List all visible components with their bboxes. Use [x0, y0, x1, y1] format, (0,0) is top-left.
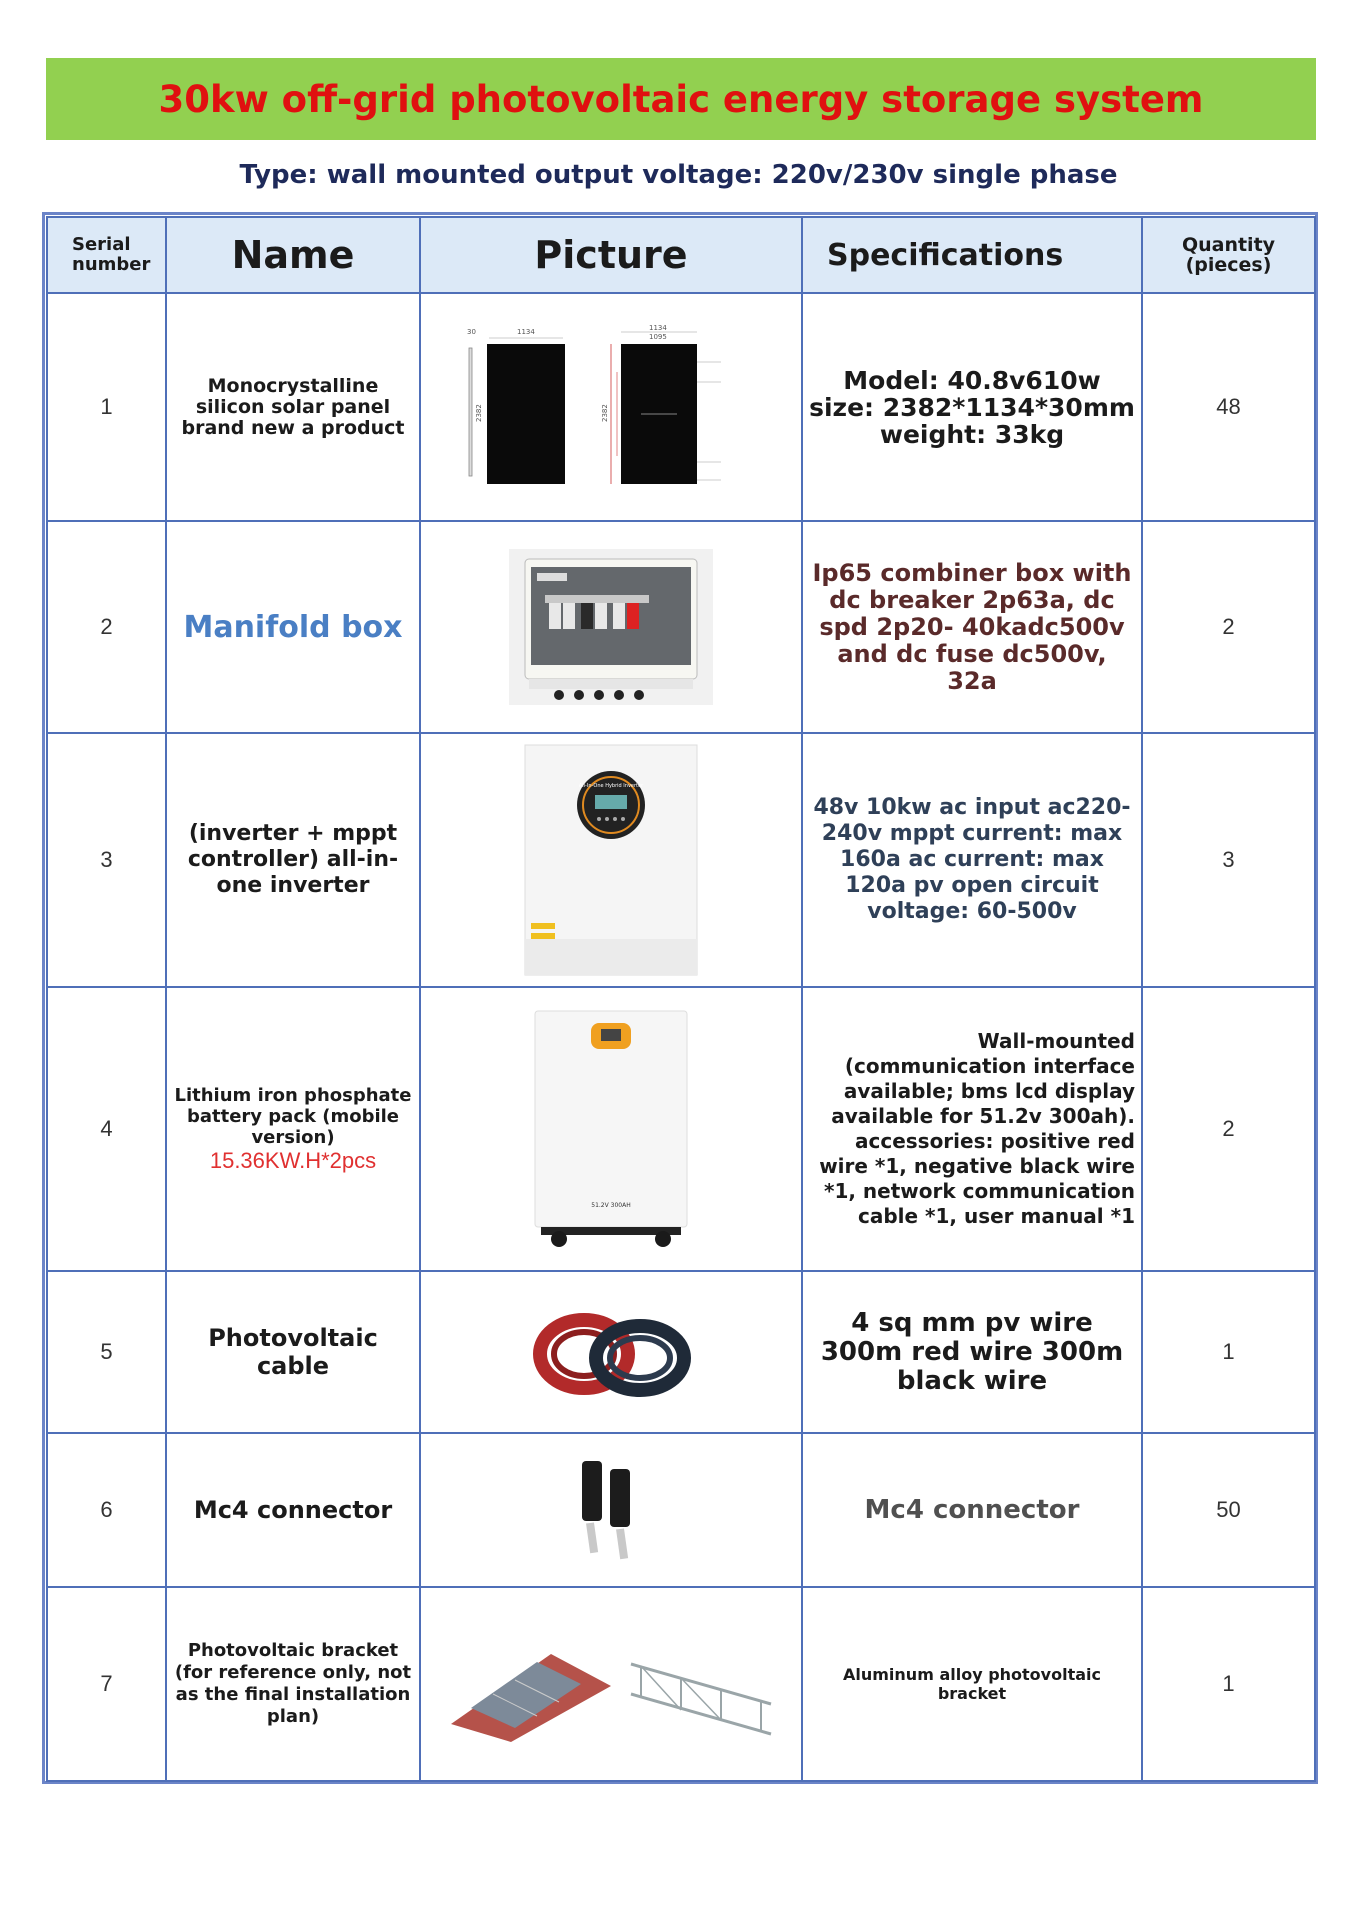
- drawing-height-label: 2382: [475, 404, 483, 422]
- table-row: [47, 1587, 1315, 1781]
- name-cell: Manifold box: [166, 521, 420, 733]
- page-subtitle: Type: wall mounted output voltage: 220v/230v single phase: [239, 160, 1118, 190]
- drawing-inner-width-label: 1095: [649, 333, 667, 341]
- title-banner: [46, 58, 1316, 140]
- name-cell: (inverter + mppt controller) all-in-one inverter: [166, 733, 420, 987]
- battery-device-label: 51.2V 300AH: [591, 1202, 631, 1209]
- drawing-width-label: 1134: [517, 328, 535, 336]
- serial-cell: 4: [47, 987, 166, 1271]
- quantity-cell: 1: [1142, 1587, 1315, 1781]
- page-title: 30kw off-grid photovoltaic energy storage system: [158, 77, 1204, 121]
- picture-cell: [420, 293, 802, 521]
- spec-cell: Aluminum alloy photovoltaic bracket: [802, 1587, 1142, 1781]
- header-quantity: Quantity (pieces): [1142, 217, 1315, 293]
- table-row: [47, 1433, 1315, 1587]
- serial-cell: 5: [47, 1271, 166, 1433]
- table-header-row: [47, 217, 1315, 293]
- picture-cell: [420, 733, 802, 987]
- serial-cell: 2: [47, 521, 166, 733]
- table-row: [47, 293, 1315, 521]
- product-table: [46, 216, 1316, 1782]
- serial-cell: 1: [47, 293, 166, 521]
- picture-cell: [420, 1271, 802, 1433]
- table-row: [47, 733, 1315, 987]
- table-row: [47, 521, 1315, 733]
- picture-cell: [420, 1433, 802, 1587]
- header-serial: Serial number: [47, 217, 166, 293]
- picture-cell: [420, 987, 802, 1271]
- mc4-connector-photo: [421, 1434, 801, 1586]
- serial-cell: 7: [47, 1587, 166, 1781]
- name-cell: Mc4 connector: [166, 1433, 420, 1587]
- battery-name: Lithium iron phosphate battery pack (mobile version): [174, 1084, 412, 1148]
- name-cell: Photovoltaic bracket (for reference only, not as the final installation plan): [166, 1587, 420, 1781]
- header-name: Name: [166, 217, 420, 293]
- pv-bracket-photo: [421, 1588, 801, 1780]
- table-row: [47, 987, 1315, 1271]
- drawing-height-label-2: 2382: [601, 404, 609, 422]
- battery-pack-photo: [421, 988, 801, 1270]
- inverter-device-label: All-In-One Hybrid Inverter: [578, 783, 644, 789]
- solar-panel-drawing: [421, 294, 801, 520]
- spec-cell: Ip65 combiner box with dc breaker 2p63a, dc spd 2p20- 40kadc500v and dc fuse dc500v, 32a: [802, 521, 1142, 733]
- spec-cell: 4 sq mm pv wire 300m red wire 300m black wire: [802, 1271, 1142, 1433]
- hybrid-inverter-photo: [421, 734, 801, 986]
- spec-cell: Model: 40.8v610w size: 2382*1134*30mm weight: 33kg: [802, 293, 1142, 521]
- quantity-cell: 50: [1142, 1433, 1315, 1587]
- serial-cell: 3: [47, 733, 166, 987]
- quantity-cell: 3: [1142, 733, 1315, 987]
- battery-capacity-note: 15.36KW.H*2pcs: [209, 1147, 377, 1173]
- name-cell: Monocrystalline silicon solar panel brand new a product: [166, 293, 420, 521]
- spec-cell: Wall-mounted (communication interface available; bms lcd display available for 51.2v 300ah). accessories: positive red wire *1, negative black wire *1, network communication cable *1, user manual *1: [802, 987, 1142, 1271]
- name-cell: [166, 987, 420, 1271]
- picture-cell: [420, 1587, 802, 1781]
- quantity-cell: 1: [1142, 1271, 1315, 1433]
- header-specifications: Specifications: [802, 217, 1142, 293]
- serial-cell: 6: [47, 1433, 166, 1587]
- pv-cable-photo: [421, 1272, 801, 1432]
- drawing-thickness-label: 30: [467, 328, 476, 336]
- quantity-cell: 2: [1142, 521, 1315, 733]
- spec-cell: Mc4 connector: [802, 1433, 1142, 1587]
- spec-cell: 48v 10kw ac input ac220-240v mppt current: max 160a ac current: max 120a pv open circuit voltage: 60-500v: [802, 733, 1142, 987]
- picture-cell: [420, 521, 802, 733]
- quantity-cell: 48: [1142, 293, 1315, 521]
- table-row: [47, 1271, 1315, 1433]
- header-picture: Picture: [420, 217, 802, 293]
- quantity-cell: 2: [1142, 987, 1315, 1271]
- combiner-box-photo: [421, 522, 801, 732]
- drawing-width-label-2: 1134: [649, 324, 667, 332]
- name-cell: Photovoltaic cable: [166, 1271, 420, 1433]
